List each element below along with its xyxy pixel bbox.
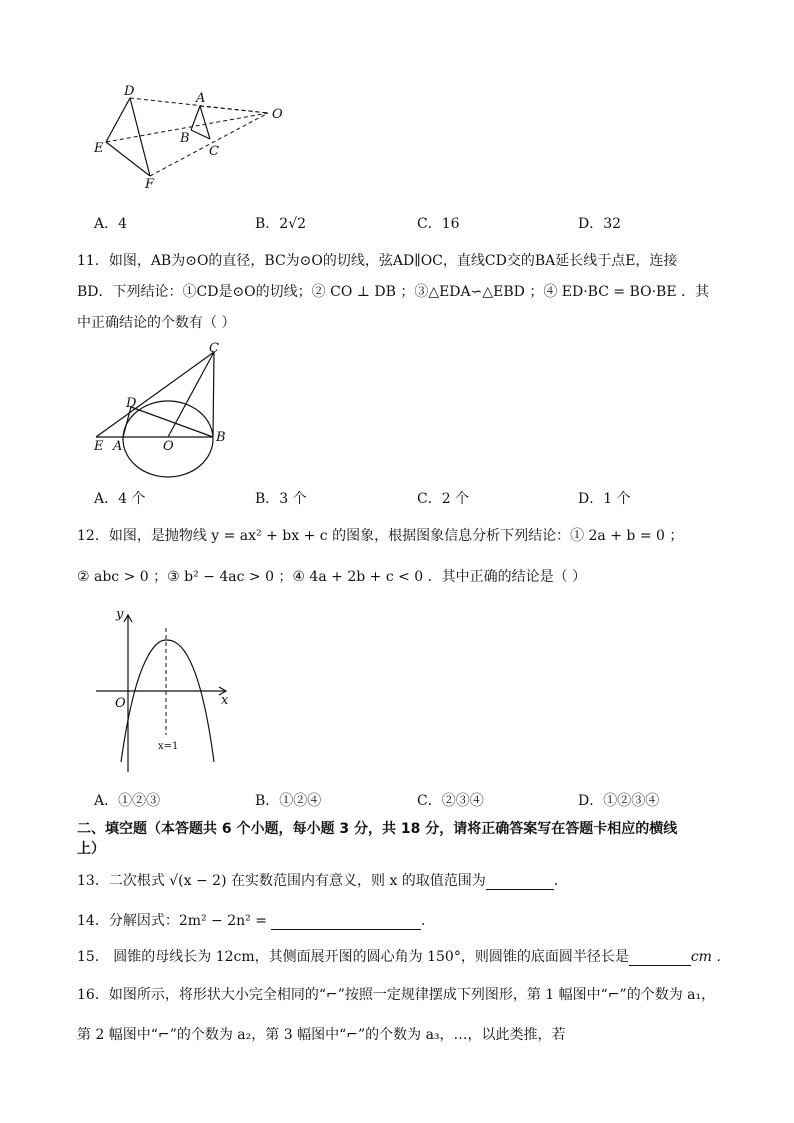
q15-text: 15． 圆锥的母线长为 12cm，其侧面展开图的圆心角为 150°，则圆锥的底面圆半径长是 [77,949,629,965]
q10-label-d: D [124,84,135,99]
q11-label-b: B [216,430,226,445]
q12-label-x: x [221,693,229,708]
q10-option-b[interactable]: B．2√2 [255,216,307,232]
q11-stem-line2: BD．下列结论：①CD是⊙O的切线；② CO ⊥ DB ；③△EDA∽△EBD ；④ ED·BC = BO·BE ．其 [77,284,709,300]
q11-label-c: C [209,341,219,356]
q10-option-a[interactable]: A．4 [94,216,128,232]
q15-unit: cm ． [690,949,731,965]
q11-label-d: D [126,396,137,411]
q14-text: 14．分解因式：2m² − 2n² = [77,913,267,929]
q12-figure [88,600,248,780]
q12-label-o: O [115,696,126,711]
q10-label-e: E [94,141,104,156]
q12-label-y: y [116,607,124,622]
q12-label-x1: x=1 [158,741,179,752]
q12-option-d[interactable]: D．①②③④ [578,793,660,809]
q10-label-f: F [145,177,155,192]
q11-stem-line3: 中正确结论的个数有（ ） [77,315,236,331]
section2-heading-line2: 上） [77,841,105,857]
q11-label-o: O [163,439,174,454]
q16-stem-line2: 第 2 幅图中“⌐”的个数为 a₂，第 3 幅图中“⌐”的个数为 a₃，…，以此类推，若 [77,1027,566,1043]
q10-figure [88,80,298,195]
q10-label-o: O [272,107,283,122]
q10-label-a: A [196,91,206,106]
q12-stem-line2: ② abc > 0 ；③ b² − 4ac > 0 ；④ 4a + 2b + c < 0 ．其中正确的结论是（ ） [77,569,587,585]
q12-option-c[interactable]: C．②③④ [417,793,484,809]
q11-option-d[interactable]: D．1 个 [578,491,631,507]
q15 [77,946,730,966]
q10-label-b: B [180,131,190,146]
q13-end: ． [553,873,568,889]
q10-option-c[interactable]: C．16 [417,216,460,232]
q14 [77,910,435,930]
q10-option-d[interactable]: D．32 [578,216,622,232]
q11-figure [88,340,238,482]
q14-end: ． [420,913,435,929]
q12-option-a[interactable]: A．①②③ [94,793,161,809]
q12-option-b[interactable]: B．①②④ [255,793,322,809]
q13 [77,870,568,890]
section2-heading-line1: 二、填空题（本答题共 6 个小题，每小题 3 分，共 18 分，请将正确答案写在答题卡相应的横线 [77,821,678,837]
q16-stem-line1: 16．如图所示，将形状大小完全相同的“⌐”按照一定规律摆成下列图形，第 1 幅图中“⌐”的个数为 a₁， [77,987,716,1003]
q14-answer-blank[interactable] [271,913,421,930]
q11-option-c[interactable]: C．2 个 [417,491,470,507]
q11-option-b[interactable]: B．3 个 [255,491,307,507]
q15-answer-blank[interactable] [629,949,691,966]
q12-stem-line1: 12．如图，是抛物线 y = ax² + bx + c 的图象，根据图象信息分析下列结论：① 2a + b = 0 ； [77,528,684,544]
q13-answer-blank[interactable] [486,873,554,890]
q13-text: 13．二次根式 √(x − 2) 在实数范围内有意义，则 x 的取值范围为 [77,873,486,889]
q11-stem-line1: 11．如图，AB为⊙O的直径，BC为⊙O的切线，弦AD∥OC，直线CD交的BA延长线于点E，连接 [77,253,678,269]
q11-label-a: A [113,439,123,454]
q11-label-e: E [94,439,104,454]
q10-label-c: C [209,144,219,159]
q11-option-a[interactable]: A．4 个 [94,491,146,507]
